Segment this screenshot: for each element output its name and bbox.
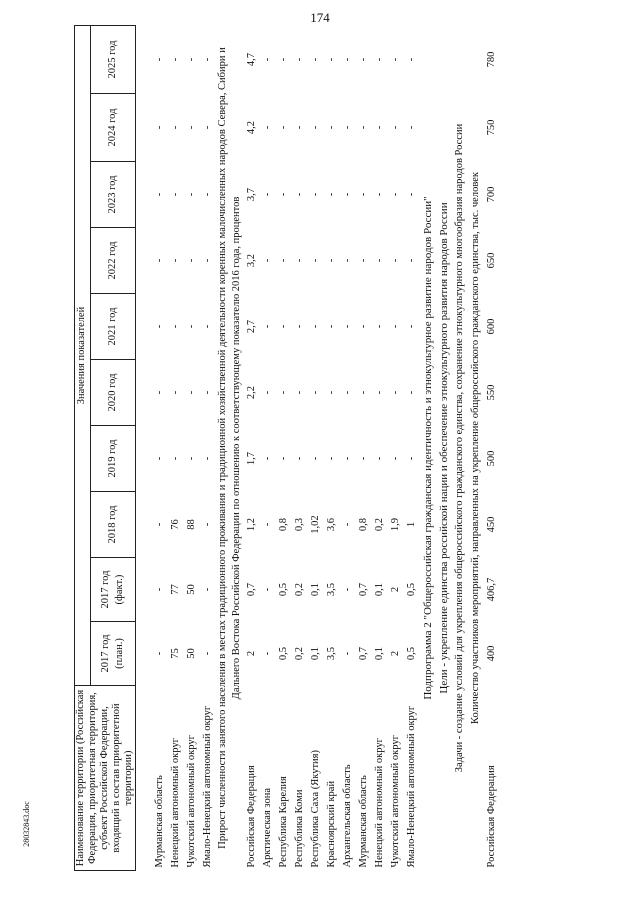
indicator-value: - (185, 57, 197, 62)
goal-text: Цели - укрепление единства российской нации и обеспечение этнокультурного развития народов России (437, 202, 450, 694)
indicator-value: - (325, 57, 337, 62)
indicator-value: - (325, 390, 337, 395)
indicator-value: - (389, 324, 401, 329)
indicator-value: - (169, 258, 181, 263)
table-row (324, 26, 340, 871)
table-row (184, 26, 200, 871)
indicator-value: 76 (169, 519, 181, 530)
table-row (260, 26, 276, 871)
indicator-value: - (357, 57, 369, 62)
table-row (292, 26, 308, 871)
territory-name: Чукотский автономный округ (185, 735, 197, 868)
table-row (244, 26, 260, 871)
indicator-value: 2,2 (245, 385, 257, 400)
indicator-value: 0,2 (293, 646, 305, 661)
indicator-value: 0,2 (293, 582, 305, 597)
indicator-value: 600 (485, 318, 497, 335)
indicator-value: 750 (485, 119, 497, 136)
indicator-value: - (389, 125, 401, 130)
indicator-value: 1 (405, 521, 417, 528)
indicator-value: - (277, 125, 289, 130)
indicator-value: - (153, 324, 165, 329)
indicator-value: - (169, 324, 181, 329)
indicator-value: 1,9 (389, 517, 401, 532)
indicator-value: - (201, 258, 213, 263)
indicator-value: 500 (485, 450, 497, 467)
indicator-value: 550 (485, 384, 497, 401)
table-row (152, 26, 168, 871)
indicator-value: - (201, 192, 213, 197)
indicator-value: 2 (389, 586, 401, 593)
indicator-value: - (261, 57, 273, 62)
indicator-value: - (201, 125, 213, 130)
goal-text-row (436, 26, 452, 871)
indicator-value: - (261, 258, 273, 263)
indicator-value: - (293, 192, 305, 197)
indicator-value: - (341, 57, 353, 62)
indicator-value: - (405, 125, 417, 130)
indicator-value: - (201, 522, 213, 527)
indicator-value: 1,02 (309, 515, 321, 534)
indicator-value: 0,1 (309, 582, 321, 597)
indicator-value: - (185, 456, 197, 461)
indicator-value: - (169, 456, 181, 461)
indicator-value: 0,8 (277, 517, 289, 532)
indicator-value: 0,8 (357, 517, 369, 532)
territory-name: Ненецкий автономный округ (169, 738, 181, 868)
indicator-value: - (201, 57, 213, 62)
indicator-value: - (373, 456, 385, 461)
indicator-value: 0,5 (405, 646, 417, 661)
indicator-value: - (357, 390, 369, 395)
indicator-value: 4,7 (245, 52, 257, 67)
indicator-value: - (185, 258, 197, 263)
indicator-value: 50 (185, 648, 197, 659)
indicator-value: - (169, 390, 181, 395)
indicator-value: - (293, 456, 305, 461)
indicator-value: - (309, 390, 321, 395)
indicator-value: - (153, 125, 165, 130)
table-row (276, 26, 292, 871)
indicator-value: - (185, 125, 197, 130)
indicator-value: 650 (485, 252, 497, 269)
table-row (404, 26, 420, 871)
territory-name: Республика Коми (293, 789, 305, 868)
indicator-section-title-row (216, 26, 244, 871)
rotated-table-region (74, 26, 607, 871)
indicator-value: 780 (485, 51, 497, 68)
indicator-value: 1,7 (245, 451, 257, 466)
indicator-value: - (153, 192, 165, 197)
indicator-value: - (325, 456, 337, 461)
indicator-value: - (261, 324, 273, 329)
indicator-value: - (293, 57, 305, 62)
indicator-value: - (309, 57, 321, 62)
year-header: 2018 год (90, 492, 136, 558)
indicator-value: 3,5 (325, 646, 337, 661)
indicator-value: - (153, 587, 165, 592)
territory-name: Мурманская область (357, 775, 369, 868)
indicator-section-title: Прирост численности занятого населения в местах традиционного проживания и традиционной хозяйственной деятельности коренных малочисленных народов Севера, Сибири и Дальнего Востока Российской Федерации по отношению к соответствующему показателю 2016 года, процентов (216, 47, 242, 849)
task-text: Задачи - создание условий для укрепления общероссийского гражданского единства, сохранение этнокультурного многообразия народов России (453, 123, 465, 773)
year-header: 2017 год (план.) (90, 622, 136, 686)
indicator-value: 700 (485, 186, 497, 203)
indicator-value: - (309, 258, 321, 263)
indicator-value: - (325, 125, 337, 130)
indicator-value: - (277, 258, 289, 263)
indicator-value: - (325, 192, 337, 197)
indicator-value: - (341, 125, 353, 130)
indicator-value: 0,3 (293, 517, 305, 532)
indicator-value: - (261, 522, 273, 527)
indicator-value: - (373, 192, 385, 197)
table-row (168, 26, 184, 871)
indicator-value: - (389, 456, 401, 461)
indicator-value: - (373, 390, 385, 395)
year-header: 2020 год (90, 360, 136, 426)
indicator-value: - (277, 456, 289, 461)
indicator-value: - (293, 125, 305, 130)
indicator-value: 3,7 (245, 187, 257, 202)
table-row (356, 26, 372, 871)
indicator-value: - (261, 651, 273, 656)
table-row (372, 26, 388, 871)
indicator-value: - (153, 390, 165, 395)
indicator-value: - (389, 192, 401, 197)
indicator-value: - (201, 651, 213, 656)
indicator-value: - (341, 192, 353, 197)
indicator-value: - (153, 258, 165, 263)
indicator-value: - (309, 456, 321, 461)
indicator-value: - (261, 125, 273, 130)
indicator-value: 0,1 (373, 582, 385, 597)
task-text-row (452, 26, 468, 871)
indicator-value: - (153, 57, 165, 62)
indicator-value: - (201, 324, 213, 329)
year-header: 2021 год (90, 294, 136, 360)
indicator-value: 88 (185, 519, 197, 530)
indicator-value: - (277, 324, 289, 329)
indicator-value: - (277, 57, 289, 62)
indicator-value: - (357, 192, 369, 197)
indicator-value: - (169, 57, 181, 62)
indicator-value: - (373, 57, 385, 62)
indicator-value: - (405, 456, 417, 461)
indicator-value: - (201, 587, 213, 592)
indicator-value: - (341, 587, 353, 592)
subprogram-title-row (420, 26, 436, 871)
indicator-value: - (185, 324, 197, 329)
indicator-value: - (373, 258, 385, 263)
indicator-value: 77 (169, 584, 181, 595)
indicator-value: - (325, 258, 337, 263)
indicator-value: - (357, 456, 369, 461)
indicator-value: - (405, 390, 417, 395)
indicator-value: - (201, 456, 213, 461)
territory-name: Ямало-Ненецкий автономный округ (405, 705, 417, 868)
indicator-value: - (389, 57, 401, 62)
territory-name: Российская Федерация (485, 765, 497, 868)
year-header: 2017 год (факт.) (90, 558, 136, 622)
indicator-value: - (341, 651, 353, 656)
indicator-value: - (357, 258, 369, 263)
indicator-value: 0,1 (309, 646, 321, 661)
territory-name: Ямало-Ненецкий автономный округ (201, 705, 213, 868)
indicator-value: - (341, 324, 353, 329)
indicator-value: 3,6 (325, 517, 337, 532)
indicator-value: - (153, 456, 165, 461)
indicator-value: - (341, 258, 353, 263)
indicator-value: 0,5 (277, 646, 289, 661)
indicator-value: - (261, 390, 273, 395)
indicator-value: - (405, 324, 417, 329)
table-row (388, 26, 404, 871)
indicator-section-title-row (468, 26, 484, 871)
indicator-value: 0,7 (357, 646, 369, 661)
indicator-value: 2 (245, 650, 257, 657)
indicator-value: - (341, 390, 353, 395)
year-header: 2024 год (90, 94, 136, 162)
indicator-value: - (357, 324, 369, 329)
indicator-value: - (405, 57, 417, 62)
table-row (308, 26, 324, 871)
indicator-value: 0,1 (373, 646, 385, 661)
indicator-value: - (201, 390, 213, 395)
indicator-value: - (261, 192, 273, 197)
indicator-value: 3,2 (245, 253, 257, 268)
territory-name: Красноярский край (325, 780, 337, 868)
indicator-value: 400 (485, 645, 497, 662)
year-header: 2023 год (90, 162, 136, 228)
indicator-value: 0,5 (277, 582, 289, 597)
territory-name: Арктическая зона (261, 787, 273, 868)
territory-name: Ненецкий автономный округ (373, 738, 385, 868)
indicator-value: - (357, 125, 369, 130)
indicator-value: - (389, 258, 401, 263)
territory-name: Российская Федерация (245, 765, 257, 868)
year-header: 2019 год (90, 426, 136, 492)
indicator-value: - (373, 125, 385, 130)
indicator-value: - (185, 390, 197, 395)
subprogram-title: Подпрограмма 2 "Общероссийская гражданская идентичность и этнокультурное развитие народов России" (421, 196, 434, 700)
indicator-value: - (309, 125, 321, 130)
indicator-value: - (153, 651, 165, 656)
indicator-value: - (341, 456, 353, 461)
indicator-value: - (325, 324, 337, 329)
indicator-value: - (293, 390, 305, 395)
indicator-value: 0,2 (373, 517, 385, 532)
territory-name: Республика Саха (Якутия) (309, 750, 321, 868)
indicator-value: - (277, 390, 289, 395)
indicator-value: 75 (169, 648, 181, 659)
indicator-value: 0,5 (405, 582, 417, 597)
indicator-value: - (309, 192, 321, 197)
indicator-value: 3,5 (325, 582, 337, 597)
indicator-value: - (185, 192, 197, 197)
indicator-value: - (153, 522, 165, 527)
year-header: 2025 год (90, 26, 136, 94)
indicator-value: - (293, 324, 305, 329)
territory-column-header: Наименование территории (Российская Федерация, приоритетная территория, субъект Российской Федерации, входящий в состав приоритетной территории) (75, 686, 136, 871)
document-footer: 28032843.doc (22, 801, 31, 847)
indicator-value: 0,7 (357, 582, 369, 597)
table-row (484, 26, 500, 871)
table-row (340, 26, 356, 871)
indicator-value: 2 (389, 650, 401, 657)
indicator-value: - (389, 390, 401, 395)
indicator-value: - (373, 324, 385, 329)
indicator-value: - (341, 522, 353, 527)
territory-name: Республика Карелия (277, 776, 289, 868)
indicators-table (74, 25, 500, 871)
indicator-value: - (309, 324, 321, 329)
table-row (200, 26, 216, 871)
indicator-value: 2,7 (245, 319, 257, 334)
page-number: 174 (310, 10, 330, 25)
indicator-value: - (261, 587, 273, 592)
indicator-value: - (405, 192, 417, 197)
indicator-value: - (293, 258, 305, 263)
indicator-value: 1,2 (245, 517, 257, 532)
indicator-value: 0,7 (245, 582, 257, 597)
indicator-values-header: Значения показателей (75, 26, 91, 686)
indicator-value: - (277, 192, 289, 197)
territory-name: Архангельская область (341, 764, 353, 868)
indicator-value: 50 (185, 584, 197, 595)
territory-name: Чукотский автономный округ (389, 735, 401, 868)
year-header: 2022 год (90, 228, 136, 294)
indicator-value: - (169, 192, 181, 197)
indicator-value: 406,7 (485, 577, 497, 602)
territory-name: Мурманская область (153, 775, 165, 868)
indicator-value: - (261, 456, 273, 461)
indicator-value: - (405, 258, 417, 263)
indicator-value: 4,2 (245, 120, 257, 135)
indicator-value: 450 (485, 516, 497, 533)
indicator-value: - (169, 125, 181, 130)
indicator-section-title: Количество участников мероприятий, направленных на укрепление общероссийского гражданского единства, тыс. человек (469, 172, 481, 724)
